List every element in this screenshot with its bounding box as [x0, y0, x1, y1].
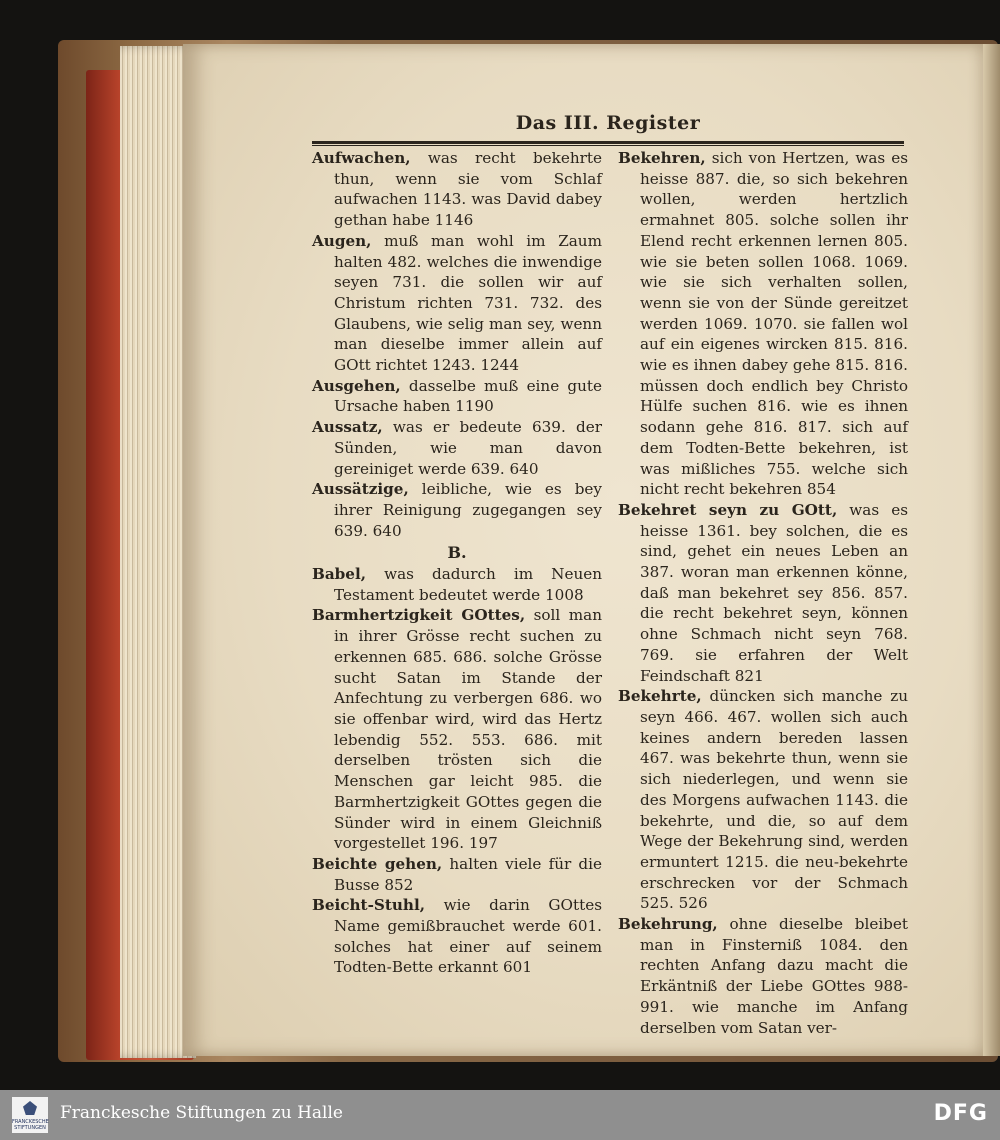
running-header — [312, 112, 904, 142]
entry-head: Bekehret seyn zu GOtt, — [618, 500, 838, 519]
entry-text: halten viele für die Busse 852 — [334, 854, 602, 894]
entry-head: Aussatz, — [312, 418, 383, 437]
index-entry — [618, 914, 908, 1038]
index-entry — [312, 854, 602, 895]
entry-head: Aussätzige, — [312, 480, 409, 499]
index-entry — [312, 605, 602, 853]
section-letter: B. — [447, 543, 467, 563]
entry-text: leibliche, wie es bey ihrer Reinigung zugegangen sey 639. 640 — [334, 480, 602, 540]
entry-head: Babel, — [312, 565, 367, 584]
next-page-edge — [983, 44, 1000, 1056]
header-rule-thin — [312, 145, 904, 146]
index-entry — [312, 231, 602, 376]
entry-head: Barmhertzigkeit GOttes, — [312, 606, 526, 625]
index-entry — [618, 686, 908, 914]
entry-head: Beichte gehen, — [312, 854, 443, 873]
index-entry — [312, 564, 602, 605]
entry-text: muß man wohl im Zaum halten 482. welches die inwendige seyen 731. die sollen wir auf Christum richten 731. 732. des Glaubens, wie selig man sey, wenn man dieselbe immer allein auf GOtt richtet 1243. 1244 — [334, 231, 602, 375]
entry-head: Aufwachen, — [312, 149, 411, 167]
entry-text: düncken sich manche zu seyn 466. 467. wollen sich auch keines andern bereden lassen 467. was bekehrte thun, wenn sie sich niederlegen, und wenn sie des Morgens aufwachen 1143. die bekehrte, und die, so auf dem Wege der Bekehrung sind, werden ermuntert 1215. die neu-bekehrte erschrecken vor der Schmach 525. 526 — [640, 687, 908, 913]
logo-text: FRANCKESCHE STIFTUNGEN — [12, 1119, 49, 1131]
entry-head: Beicht-Stuhl, — [312, 896, 426, 915]
entry-head: Bekehrte, — [618, 687, 702, 706]
left-column — [312, 148, 602, 978]
entry-head: Bekehrung, — [618, 915, 718, 934]
crest-icon — [23, 1101, 37, 1115]
index-entry — [312, 148, 602, 231]
entry-head: Augen, — [312, 231, 372, 250]
entry-text: dasselbe muß eine gute Ursache haben 1190 — [334, 376, 602, 416]
right-column — [618, 148, 908, 1038]
index-entry — [312, 479, 602, 541]
viewer-footer — [0, 1090, 1000, 1140]
entry-text: sich von Hertzen, was es heisse 887. die, so sich bekehren wollen, werden hertzlich ermahnet 805. solche sollen ihr Elend recht erkennen lernen 805. wie sie beten sollen 1068. 1069. wie sie sich verhalten sollen, wenn sie von der Sünde gereitzet werden 1069. 1070. sie fallen wol auf ein eigenes wircken 815. 816. wie es ihnen dabey gehe 815. 816. müssen doch endlich bey Christo Hülfe suchen 816. wie es ihnen sodann gehe 816. 817. sich auf dem Todten-Bette bekehren, ist was mißliches 755. welche sich nicht recht bekehren 854 — [640, 149, 908, 499]
index-entry — [312, 417, 602, 479]
entry-head: Ausgehen, — [312, 376, 401, 395]
index-entry — [312, 376, 602, 417]
entry-text: wie darin GOttes Name gemißbrauchet werde 601. solches hat einer auf seinem Todten-Bette erkannt 601 — [334, 896, 602, 977]
header-rule — [312, 141, 904, 144]
entry-text: ohne dieselbe bleibet man in Finsterniß 1084. den rechten Anfang dazu macht die Erkäntniß der Liebe GOttes 988-991. wie manche im Anfang derselben vom Satan ver- — [640, 915, 908, 1037]
entry-text: was dadurch im Neuen Testament bedeutet werde 1008 — [334, 565, 602, 604]
index-entry — [312, 895, 602, 978]
institution-name[interactable]: Franckesche Stiftungen zu Halle — [60, 1103, 343, 1123]
dfg-logo[interactable]: DFG — [933, 1101, 988, 1126]
index-entry — [618, 148, 908, 500]
entry-text: was es heisse 1361. bey solchen, die es sind, gehet ein neues Leben an 387. woran man erkennen könne, daß man bekehret sey 856. 857. die recht bekehret seyn, können ohne Schmach nicht seyn 768. 769. sie erfahren der Welt Feindschaft 821 — [640, 500, 908, 685]
entry-text: was er bedeute 639. der Sünden, wie man davon gereiniget werde 639. 640 — [334, 418, 602, 478]
entry-head: Bekehren, — [618, 149, 706, 167]
page-title: Das III. Register — [515, 112, 701, 134]
entry-text: soll man in ihrer Grösse recht suchen zu erkennen 685. 686. solche Grösse sucht Satan im Stande der Anfechtung zu verbergen 686. wo sie offenbar wird, wird das Hertz lebendig 552. 553. 686. mit derselben trösten sich die Menschen gar leicht 985. die Barmhertzigkeit GOttes gegen die Sünder wird in einem Gleichniß vorgestellet 196. 197 — [334, 606, 602, 853]
entry-text: was recht bekehrte thun, wenn sie vom Schlaf aufwachen 1143. was David dabey gethan habe 1146 — [334, 149, 602, 230]
institution-logo[interactable] — [12, 1097, 48, 1133]
index-entry — [618, 500, 908, 686]
